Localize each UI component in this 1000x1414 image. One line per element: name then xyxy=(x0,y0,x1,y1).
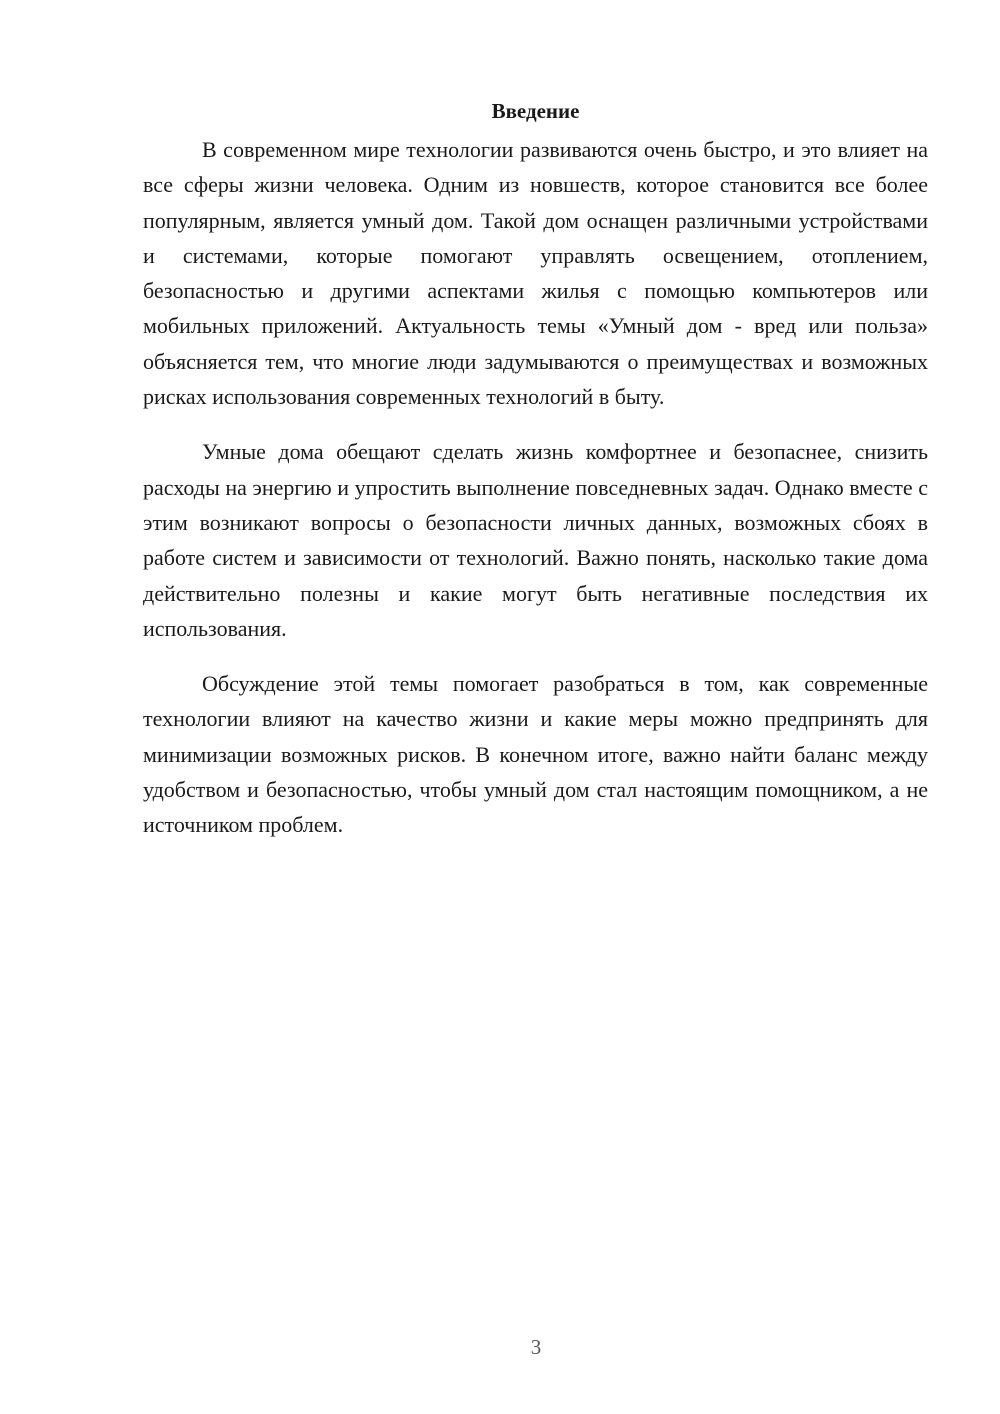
paragraph-2: Умные дома обещают сделать жизнь комфортнее и безопаснее, снизить расходы на энергию и упростить выполнение повседневных задач. Однако вместе с этим возникают вопросы о безопасности личных данных, возможных сбоях в работе систем и зависимости от технологий. Важно понять, насколько такие дома действительно полезны и какие могут быть негативные последствия их использования. xyxy=(143,439,928,641)
paragraph-3: Обсуждение этой темы помогает разобраться в том, как современные технологии влияют на качество жизни и какие меры можно предпринять для минимизации возможных рисков. В конечном итоге, важно найти баланс между удобством и безопасностью, чтобы умный дом стал настоящим помощником, а не источником проблем. xyxy=(143,671,928,838)
page-number: 3 xyxy=(530,1335,542,1359)
page-content xyxy=(143,96,928,863)
paragraph-1: В современном мире технологии развиваются очень быстро, и это влияет на все сферы жизни человека. Одним из новшеств, которое становится все более популярным, является умный дом. Такой дом оснащен различными устройствами и системами, которые помогают управлять освещением, отоплением, безопасностью и другими аспектами жилья с помощью компьютеров или мобильных приложений. Актуальность темы «Умный дом - вред или польза» объясняется тем, что многие люди задумываются о преимуществах и возможных рисках использования современных технологий в быту. xyxy=(143,137,928,410)
section-heading: Введение xyxy=(491,99,580,123)
